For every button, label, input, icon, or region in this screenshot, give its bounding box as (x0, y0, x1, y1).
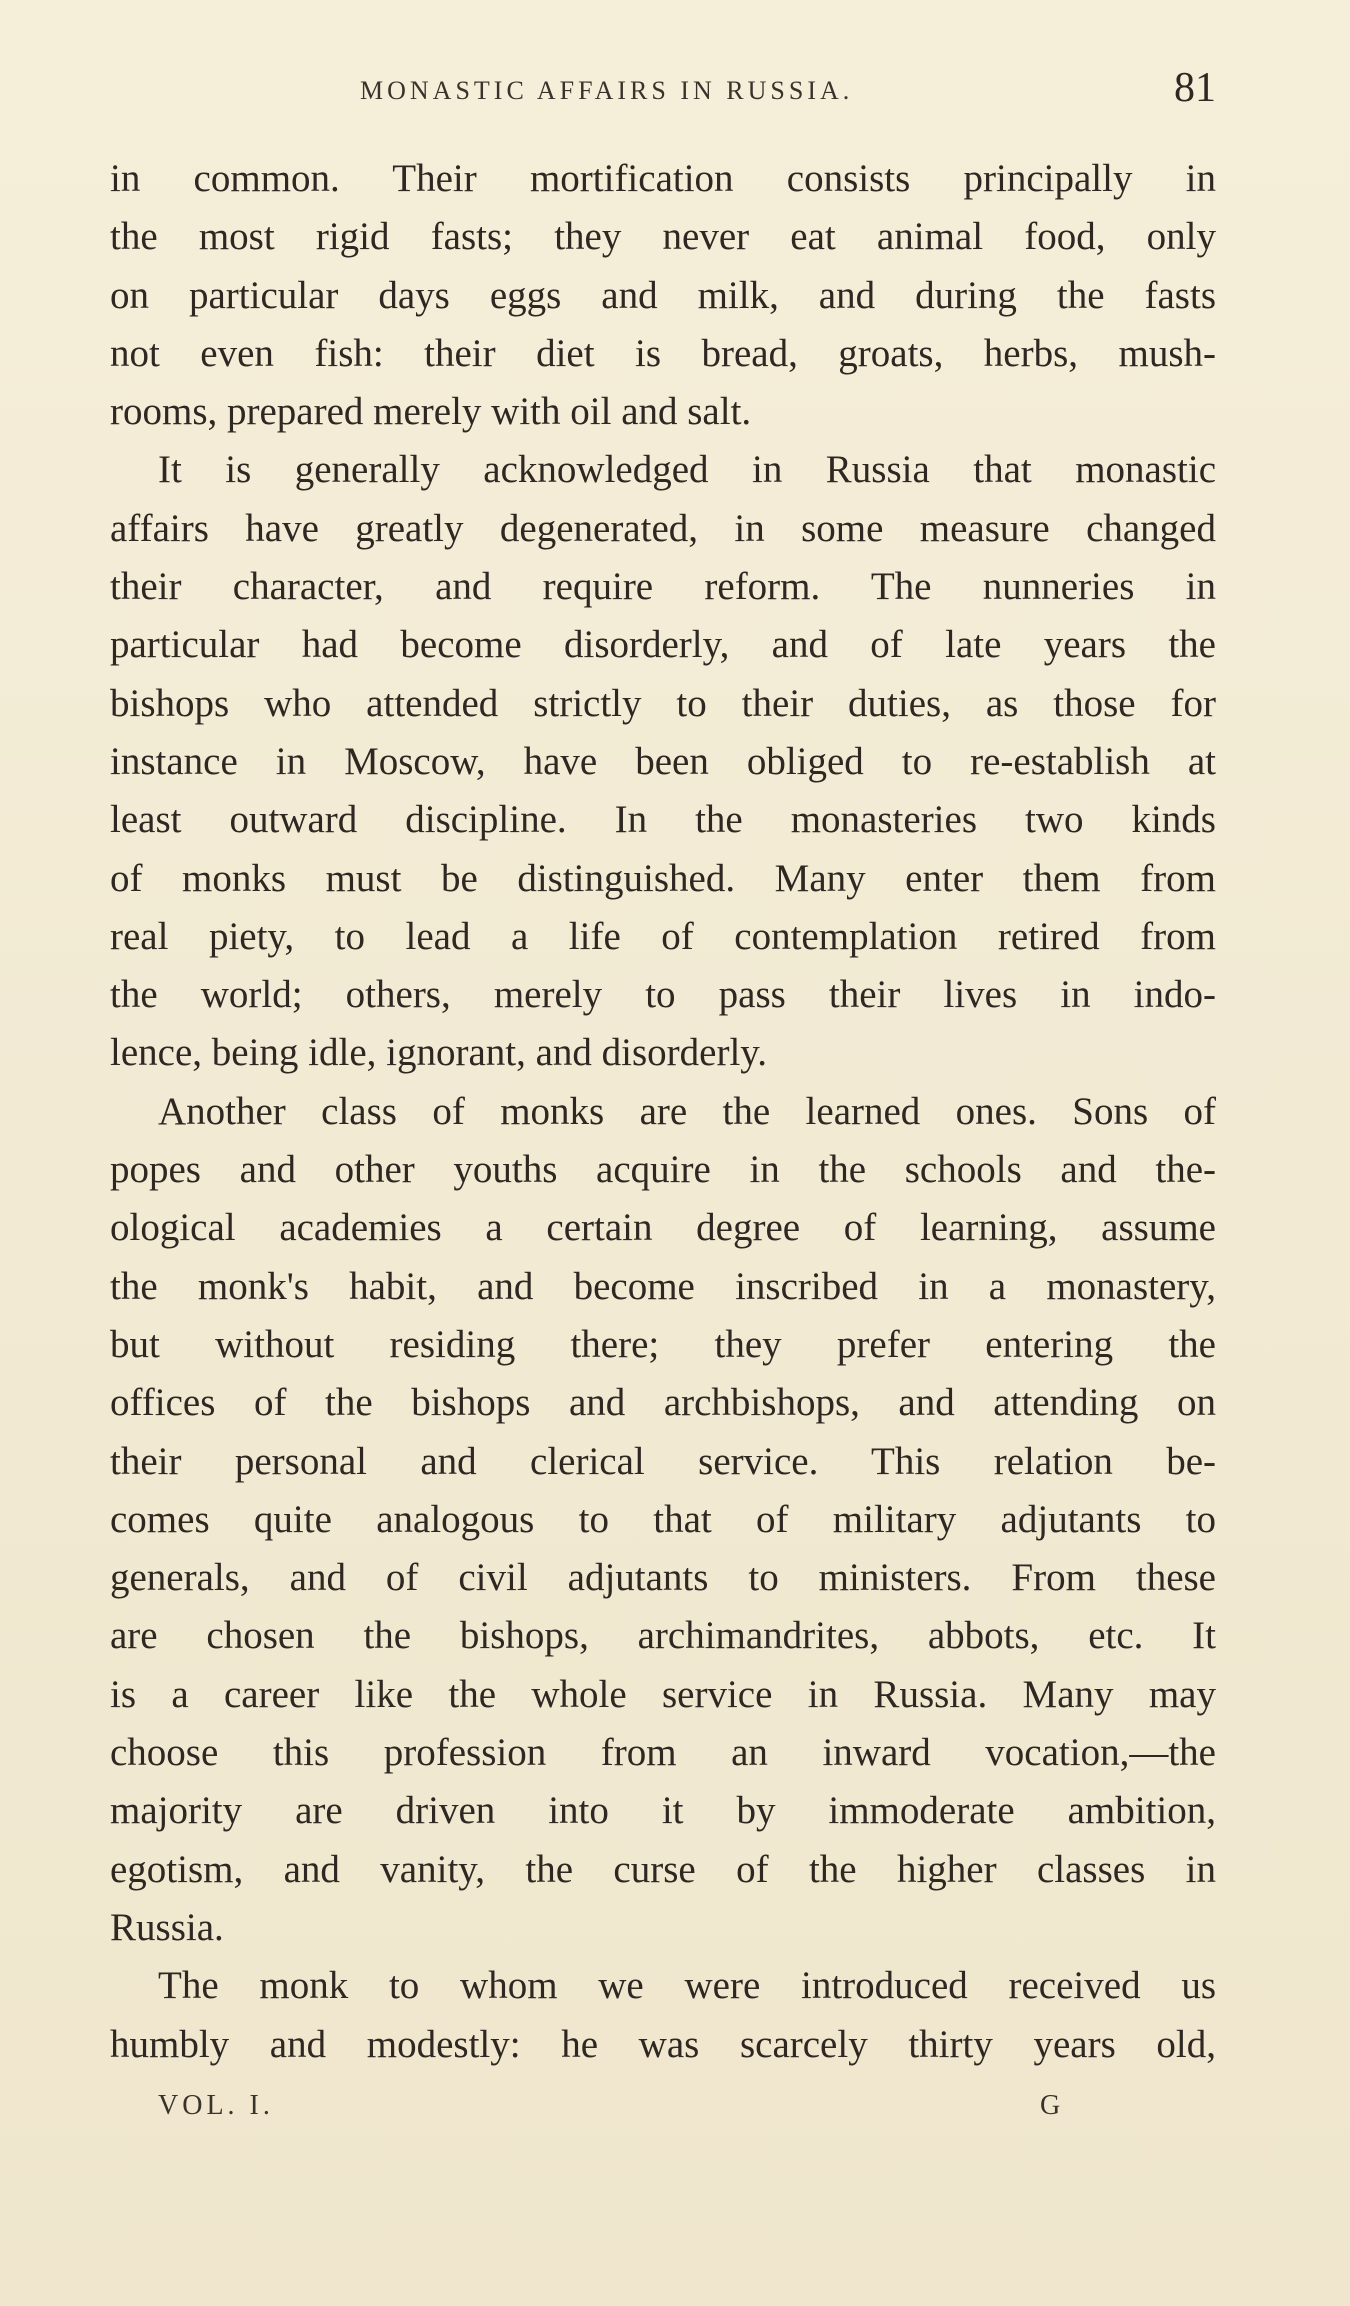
text-line: comes quite analogous to that of military adjutants to (110, 1497, 1216, 1541)
paragraph (110, 150, 1216, 441)
body-text (110, 150, 1216, 2074)
paragraph (110, 441, 1216, 1082)
text-line: Another class of monks are the learned ones. Sons of (158, 1089, 1216, 1133)
text-line: instance in Moscow, have been obliged to re-establish at (110, 739, 1216, 783)
text-line: their personal and clerical service. This relation be- (110, 1439, 1216, 1483)
text-line: The monk to whom we were introduced received us (158, 1964, 1216, 2008)
text-line: generals, and of civil adjutants to ministers. From these (110, 1556, 1216, 1600)
text-line: egotism, and vanity, the curse of the higher classes in (110, 1847, 1216, 1891)
text-line: affairs have greatly degenerated, in some measure changed (110, 506, 1216, 550)
running-title: MONASTIC AFFAIRS IN RUSSIA. (360, 76, 854, 105)
text-line: not even fish: their diet is bread, groats, herbs, mush- (110, 331, 1216, 375)
text-line: the world; others, merely to pass their lives in indo- (110, 973, 1216, 1017)
text-line: lence, being idle, ignorant, and disorderly. (110, 1031, 768, 1075)
text-line: the most rigid fasts; they never eat animal food, only (110, 215, 1216, 259)
text-line: is a career like the whole service in Russia. Many may (110, 1672, 1216, 1716)
text-line: on particular days eggs and milk, and during the fasts (110, 273, 1216, 317)
text-line: but without residing there; they prefer entering the (110, 1322, 1216, 1366)
text-line: rooms, prepared merely with oil and salt. (110, 390, 752, 434)
text-line: popes and other youths acquire in the schools and the- (110, 1148, 1216, 1192)
signature-mark: G (1040, 2090, 1061, 2121)
text-line: Russia. (110, 1905, 224, 1949)
text-line: majority are driven into it by immoderate ambition, (110, 1789, 1216, 1833)
text-line: ological academies a certain degree of learning, assume (110, 1206, 1216, 1250)
text-line: humbly and modestly: he was scarcely thirty years old, (110, 2022, 1216, 2066)
paragraph (110, 1957, 1216, 2074)
text-line: real piety, to lead a life of contemplation retired from (110, 914, 1216, 958)
text-line: bishops who attended strictly to their duties, as those for (110, 681, 1216, 725)
volume-signature: VOL. I. (158, 2090, 274, 2121)
text-line: in common. Their mortification consists principally in (110, 157, 1216, 200)
text-line: are chosen the bishops, archimandrites, abbots, etc. It (110, 1614, 1216, 1658)
text-line: offices of the bishops and archbishops, and attending on (110, 1381, 1216, 1425)
paragraph (110, 1083, 1216, 1957)
text-line: their character, and require reform. The nunneries in (110, 565, 1216, 609)
text-line: choose this profession from an inward vocation,—the (110, 1731, 1216, 1775)
text-line: It is generally acknowledged in Russia that monastic (158, 448, 1216, 492)
text-line: of monks must be distinguished. Many enter them from (110, 856, 1216, 900)
page-number: 81 (1174, 65, 1216, 111)
text-line: least outward discipline. In the monasteries two kinds (110, 798, 1216, 842)
text-line: particular had become disorderly, and of late years the (110, 623, 1216, 667)
text-line: the monk's habit, and become inscribed in a monastery, (110, 1264, 1216, 1308)
page-footer (110, 2090, 1216, 2140)
page-header (110, 62, 1216, 122)
